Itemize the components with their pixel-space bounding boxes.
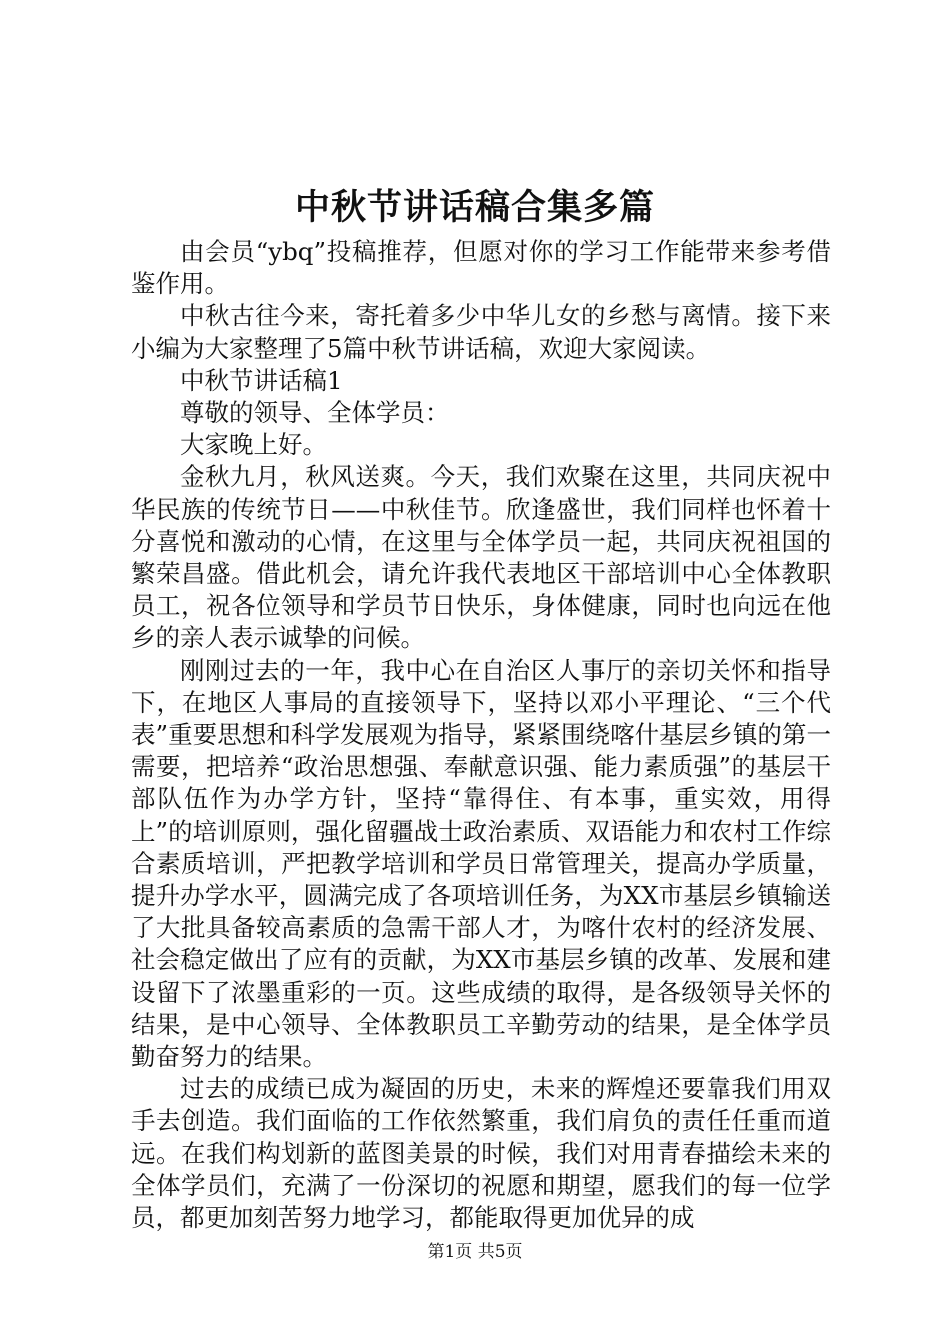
preface-paragraph: 中秋古往今来，寄托着多少中华儿女的乡愁与离情。接下来小编为大家整理了5篇中秋节讲话稿，欢迎大家阅读。 (131, 301, 831, 363)
page-footer: 第1页 共5页 (427, 1242, 523, 1262)
document-title: 中秋节讲话稿合集多篇 (294, 187, 655, 228)
body-paragraph: 刚刚过去的一年，我中心在自治区人事厅的亲切关怀和指导下，在地区人事局的直接领导下，坚持以邓小平理论、“三个代表”重要思想和科学发展观为指导，紧紧围绕喀什基层乡镇的第一需要，把培养“政治思想强、奉献意识强、能力素质强”的基层干部队伍作为办学方针，坚持“靠得住、有本事，重实效，用得上”的培训原则，强化留疆战士政治素质、双语能力和农村工作综合素质培训，严把教学培训和学员日常管理关，提高办学质量，提升办学水平，圆满完成了各项培训任务，为XX市基层乡镇输送了大批具备较高素质的急需干部人才，为喀什农村的经济发展、社会稳定做出了应有的贡献，为XX市基层乡镇的改革、发展和建设留下了浓墨重彩的一页。这些成绩的取得，是各级领导关怀的结果，是中心领导、全体教职员工辛勤劳动的结果，是全体学员勤奋努力的结果。 (131, 655, 831, 1072)
body-paragraph: 过去的成绩已成为凝固的历史，未来的辉煌还要靠我们用双手去创造。我们面临的工作依然繁重，我们肩负的责任任重而道远。在我们构划新的蓝图美景的时候，我们对用青春描绘未来的全体学员们，充满了一份深切的祝愿和期望，愿我们的每一位学员，都更加刻苦努力地学习，都能取得更加优异的成 (131, 1074, 831, 1233)
section-heading: 中秋节讲话稿1 (180, 365, 343, 395)
salutation: 尊敬的领导、全体学员： (180, 398, 450, 428)
intro-paragraph: 由会员“ybq”投稿推荐，但愿对你的学习工作能带来参考借鉴作用。 (131, 237, 831, 299)
document-body (131, 236, 831, 1234)
body-paragraph: 金秋九月，秋风送爽。今天，我们欢聚在这里，共同庆祝中华民族的传统节日——中秋佳节。欣逢盛世，我们同样也怀着十分喜悦和激动的心情，在这里与全体学员一起，共同庆祝祖国的繁荣昌盛。借此机会，请允许我代表地区干部培训中心全体教职员工，祝各位领导和学员节日快乐，身体健康，同时也向远在他乡的亲人表示诚挚的问候。 (131, 462, 831, 653)
greeting: 大家晚上好。 (180, 430, 327, 460)
